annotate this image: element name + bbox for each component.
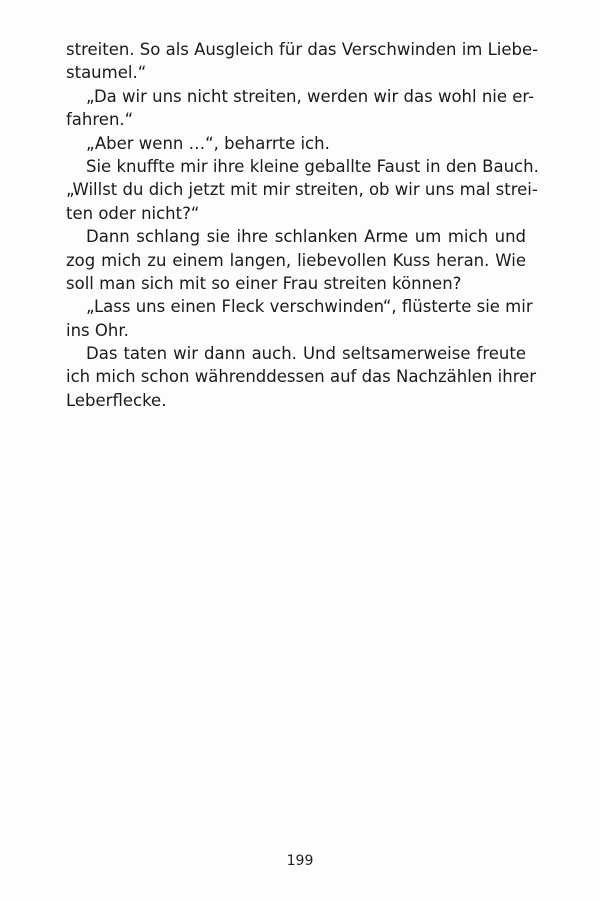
text-line: „Lass uns einen Fleck verschwinden“, flüsterte sie mir xyxy=(86,297,533,317)
text-line: „Aber wenn …“, beharrte ich. xyxy=(86,133,330,153)
text-line: „Willst du dich jetzt mit mir streiten, ob wir uns mal strei- xyxy=(66,180,538,200)
text-line: soll man sich mit so einer Frau streiten können? xyxy=(66,273,462,293)
text-line: ins Ohr. xyxy=(66,320,129,340)
page-number: 199 xyxy=(286,853,314,869)
text-line: ten oder nicht?“ xyxy=(66,203,200,223)
text-line: Leberflecke. xyxy=(66,390,167,410)
text-line: ich mich schon währenddessen auf das Nachzählen ihrer xyxy=(66,367,537,387)
text-line: fahren.“ xyxy=(66,110,134,130)
text-line: „Da wir uns nicht streiten, werden wir das wohl nie er- xyxy=(86,86,535,106)
text-line: Das taten wir dann auch. Und seltsamerweise freute xyxy=(86,344,526,364)
text-line: streiten. So als Ausgleich für das Verschwinden im Liebe- xyxy=(66,40,539,59)
text-line: staumel.“ xyxy=(66,63,147,83)
text-line: zog mich zu einem langen, liebevollen Kuss heran. Wie xyxy=(66,250,526,270)
body-text xyxy=(66,38,539,412)
text-line: Sie knuffte mir ihre kleine geballte Faust in den Bauch. xyxy=(86,156,539,176)
text-line: Dann schlang sie ihre schlanken Arme um mich und xyxy=(86,227,526,247)
